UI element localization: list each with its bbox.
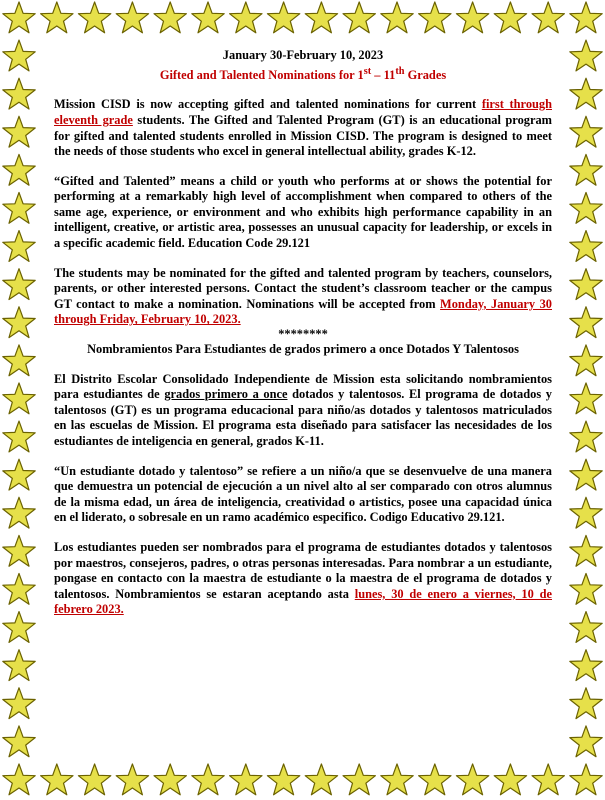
star-icon [570,116,602,147]
english-paragraph-1: Mission CISD is now accepting gifted and talented nominations for current first through eleventh grade students. The Gifted and Talented Program (GT) is an educational program for gifted and talented students enrolled in Mission CISD. The program is designed to meet the needs of those students who excel in general intellectual ability, grades K-12. [54,97,552,159]
star-icon [230,2,262,33]
star-icon [3,726,35,757]
star-icon [41,2,73,33]
star-icon [570,497,602,528]
star-icon [570,269,602,300]
star-icon [3,193,35,224]
star-icon [116,764,148,795]
star-icon [3,116,35,147]
star-icon [456,764,488,795]
english-paragraph-3: The students may be nominated for the gifted and talented program by teachers, counselors, parents, or other interested persons. Contact the student’s classroom teacher or the campus GT contact to make a nomination. Nominations will be accepted from Monday, January 30 through Friday, February 10, 2023. [54,265,552,327]
star-icon [343,764,375,795]
star-icon [419,764,451,795]
star-icon [532,2,564,33]
star-icon [3,535,35,566]
star-icon [570,40,602,71]
title-mid: – 11 [371,67,396,82]
star-icon [456,2,488,33]
star-icon [494,764,526,795]
star-icon [3,231,35,262]
star-icon [3,688,35,719]
star-icon [570,193,602,224]
grade-range-link: first through eleventh grade [54,97,552,127]
spanish-paragraph-2: “Un estudiante dotado y talentoso” se refiere a un niño/a que se desenvuelve de una manera que demuestra un potencial de ejecución a un nivel alto al ser comparado con otros alumnus de la misma edad, un área de inteligencia, creatividad o artistics, posee una capacidad única en el liderato, o sobresale en un ramo académico especifico. Codigo Educativo 29.121. [54,463,552,525]
date-range: January 30-February 10, 2023 [222,48,384,62]
star-icon [570,764,602,795]
star-icon [78,2,110,33]
star-icon [154,764,186,795]
star-icon [3,2,35,33]
star-icon [305,764,337,795]
page-title [54,64,552,84]
star-icon [570,345,602,376]
star-icon [570,78,602,109]
star-icon [570,383,602,414]
title-suffix: Grades [404,67,447,82]
star-icon [570,650,602,681]
star-icon [570,421,602,452]
star-icon [570,574,602,605]
english-dates: Monday, January 30 through Friday, February 10, 2023. [54,296,552,327]
star-icon [570,154,602,185]
spanish-title: Nombramientos Para Estudiantes de grados primero a once Dotados Y Talentosos [87,342,519,357]
star-icon [305,2,337,33]
star-icon [381,2,413,33]
star-icon [3,78,35,109]
star-icon [494,2,526,33]
star-icon [570,726,602,757]
star-icon [41,764,73,795]
star-icon [570,307,602,338]
spanish-grade-range: grados primero a once [164,387,288,402]
star-icon [116,2,148,33]
separator: ******** [278,327,328,342]
flyer-body [54,48,552,632]
star-icon [3,497,35,528]
spanish-paragraph-3: Los estudiantes pueden ser nombrados para el programa de estudiantes dotados y talentosos por maestros, consejeros, padres, o otras personas interesadas. Para nombrar a un estudiante, pongase en contacto con la maestra de estudiante o la maestra de el programa de dotados y talentosos. Nombramientos se estaran aceptando asta lunes, 30 de enero a viernes, 10 de febrero 2023. [54,539,552,617]
star-icon [154,2,186,33]
star-icon [343,2,375,33]
star-icon [3,421,35,452]
star-icon [3,612,35,643]
title-sup-st: st [363,65,372,77]
star-icon [192,764,224,795]
star-icon [570,2,602,33]
star-icon [532,764,564,795]
star-icon [3,40,35,71]
star-icon [570,688,602,719]
star-icon [3,345,35,376]
star-icon [3,383,35,414]
star-icon [3,154,35,185]
star-icon [267,2,299,33]
star-icon [570,459,602,490]
star-icon [3,269,35,300]
star-icon [3,764,35,795]
star-icon [267,764,299,795]
star-icon [381,764,413,795]
star-icon [570,231,602,262]
spanish-paragraph-1: El Distrito Escolar Consolidado Independiente de Mission esta solicitando nombramientos para estudiantes de grados primero a once dotados y talentosos. El programa de dotados y talentosos (GT) es un programa educacional para niño/as dotados y talentosos matriculados en las escuelas de Mission. El programa esta diseñado para satisfacer las necesidades de los estudiantes de inteligencia en general, grados K-11. [54,371,553,448]
star-icon [3,459,35,490]
english-paragraph-2: “Gifted and Talented” means a child or youth who performs at or shows the potential for performing at a remarkably high level of accomplishment when compared to others of the same age, experience, or environment and who exhibits high performance capability in an intelligent, creative, or artistic area, possesses an unusual capacity for leadership, or excels in a specific academic field. Education Code 29.121 [54,173,552,251]
title-sup-th: th [395,65,405,77]
star-icon [3,650,35,681]
star-icon [570,535,602,566]
star-icon [192,2,224,33]
star-icon [3,574,35,605]
star-icon [230,764,262,795]
star-icon [419,2,451,33]
spanish-dates: lunes, 30 de enero a viernes, 10 de febrero 2023. [54,586,552,617]
star-icon [78,764,110,795]
star-icon [3,307,35,338]
title-prefix: Gifted and Talented Nominations for 1 [159,67,364,82]
star-icon [570,612,602,643]
